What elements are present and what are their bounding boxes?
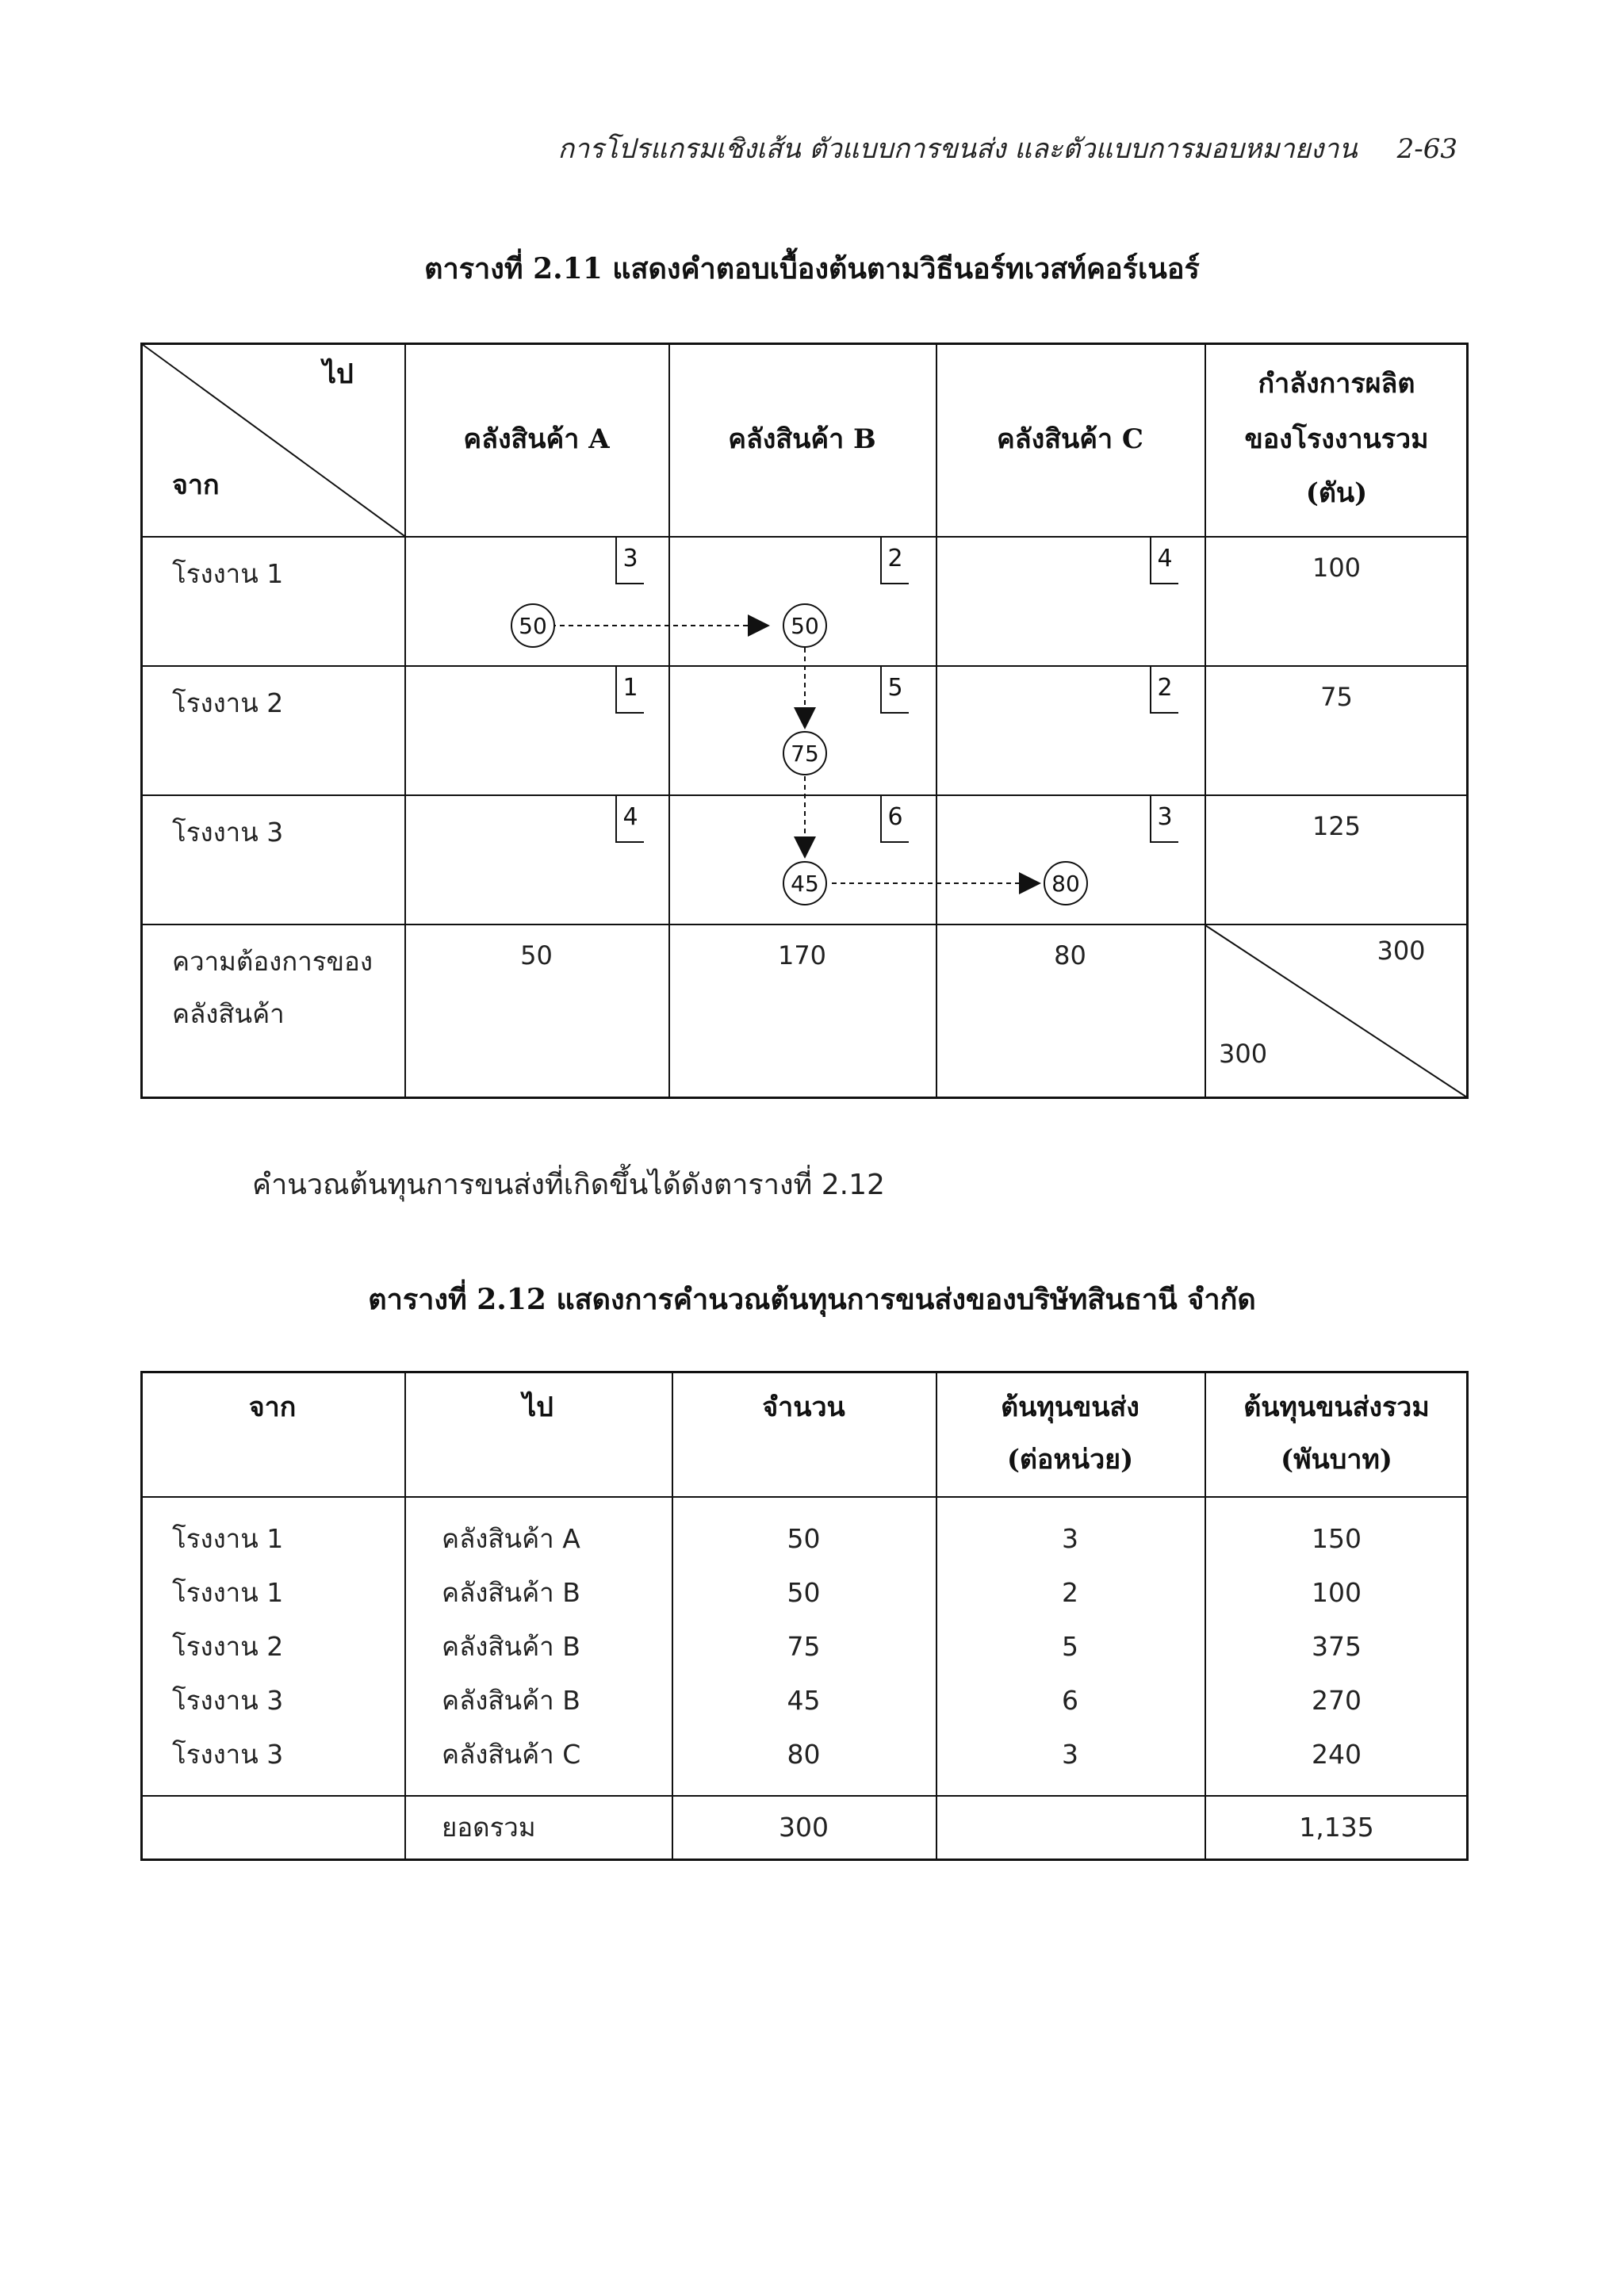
table-cell: 6 xyxy=(1062,1685,1078,1716)
corner-to-label: ไป xyxy=(323,358,354,390)
table-cell: คลังสินค้า B xyxy=(442,1577,580,1608)
capacity-value: 75 xyxy=(1320,682,1353,712)
row-label-plant-2: โรงงาน 2 xyxy=(172,687,284,718)
col-header-a: คลังสินค้า A xyxy=(463,423,610,455)
unit-cost-column xyxy=(936,1512,1205,1782)
table-cell: 2 xyxy=(1062,1577,1078,1608)
allocation-value: 80 xyxy=(1051,871,1080,897)
cost-box: 5 xyxy=(880,666,909,714)
allocation-value: 50 xyxy=(519,613,547,639)
capacity-value: 100 xyxy=(1312,553,1362,583)
running-header xyxy=(0,127,1457,170)
from-column xyxy=(172,1512,402,1782)
allocation-value: 50 xyxy=(791,613,819,639)
allocation-value: 75 xyxy=(791,741,819,767)
total-cost: 1,135 xyxy=(1299,1812,1374,1843)
table-cell: โรงงาน 1 xyxy=(172,1523,284,1554)
cost-box: 2 xyxy=(880,537,909,584)
page-number: 2-63 xyxy=(1396,133,1457,165)
demand-value: 170 xyxy=(777,940,827,970)
allocation-value: 45 xyxy=(791,871,819,897)
row-label-plant-3: โรงงาน 3 xyxy=(172,817,284,848)
table-cell: คลังสินค้า B xyxy=(442,1685,580,1716)
capacity-header-3: (ตัน) xyxy=(1305,477,1368,509)
cost-box: 3 xyxy=(615,537,644,584)
total-cost-column xyxy=(1205,1512,1469,1782)
to-column xyxy=(442,1512,672,1782)
table-cell: คลังสินค้า C xyxy=(442,1739,581,1770)
table-cell: 375 xyxy=(1312,1631,1362,1662)
cost-box: 2 xyxy=(1150,666,1178,714)
total-label: ยอดรวม xyxy=(442,1812,536,1843)
corner-from-label: จาก xyxy=(172,469,220,501)
table-cell: 80 xyxy=(787,1739,821,1770)
total-quantity: 300 xyxy=(779,1812,829,1843)
table-cell: 50 xyxy=(787,1577,821,1608)
table-cell: โรงงาน 3 xyxy=(172,1739,284,1770)
cost-box: 1 xyxy=(615,666,644,714)
table-cell: คลังสินค้า A xyxy=(442,1523,580,1554)
table-cell: 100 xyxy=(1312,1577,1362,1608)
total-demand: 300 xyxy=(1219,1039,1268,1069)
quantity-column xyxy=(672,1512,936,1782)
demand-value: 50 xyxy=(520,940,553,970)
header-to: ไป xyxy=(523,1391,553,1423)
transport-table-211 xyxy=(140,343,1469,1099)
table-cell: โรงงาน 3 xyxy=(172,1685,284,1716)
table-cell: 150 xyxy=(1312,1523,1362,1554)
header-quantity: จำนวน xyxy=(762,1391,845,1423)
cost-table-212 xyxy=(140,1371,1469,1861)
table-cell: โรงงาน 1 xyxy=(172,1577,284,1608)
col-header-b: คลังสินค้า B xyxy=(728,423,876,455)
capacity-header-1: กำลังการผลิต xyxy=(1258,368,1415,400)
table-211-caption: ตารางที่ 2.11 แสดงคำตอบเบื้องต้นตามวิธีนอร์ทเวสท์คอร์เนอร์ xyxy=(424,252,1200,285)
col-header-c: คลังสินค้า C xyxy=(997,423,1143,455)
table-212-caption: ตารางที่ 2.12 แสดงการคำนวณต้นทุนการขนส่งของบริษัทสินธานี จำกัด xyxy=(368,1283,1256,1316)
demand-label-1: ความต้องการของ xyxy=(172,946,373,977)
table-cell: 75 xyxy=(787,1631,821,1662)
cost-box: 3 xyxy=(1150,795,1178,843)
running-title: การโปรแกรมเชิงเส้น ตัวแบบการขนส่ง และตัวแบบการมอบหมายงาน xyxy=(557,133,1358,165)
cost-box: 4 xyxy=(615,795,644,843)
row-label-plant-1: โรงงาน 1 xyxy=(172,558,284,589)
table-cell: โรงงาน 2 xyxy=(172,1631,284,1662)
header-unit-cost-2: (ต่อหน่วย) xyxy=(1006,1444,1134,1476)
header-from: จาก xyxy=(248,1391,297,1423)
total-supply: 300 xyxy=(1377,936,1426,966)
body-paragraph: คำนวณต้นทุนการขนส่งที่เกิดขึ้นได้ดังตารางที่ 2.12 xyxy=(252,1169,885,1201)
header-total-cost-2: (พันบาท) xyxy=(1281,1444,1392,1476)
table-cell: 45 xyxy=(787,1685,821,1716)
capacity-value: 125 xyxy=(1312,811,1362,841)
capacity-header-2: ของโรงงานรวม xyxy=(1244,423,1429,455)
demand-label-2: คลังสินค้า xyxy=(172,998,285,1029)
cost-box: 4 xyxy=(1150,537,1178,584)
allocation-path xyxy=(140,343,1469,1099)
demand-value: 80 xyxy=(1054,940,1086,970)
table-cell: 270 xyxy=(1312,1685,1362,1716)
header-unit-cost-1: ต้นทุนขนส่ง xyxy=(1001,1391,1139,1423)
cost-box: 6 xyxy=(880,795,909,843)
table-cell: 50 xyxy=(787,1523,821,1554)
table-cell: 3 xyxy=(1062,1523,1078,1554)
table-cell: 240 xyxy=(1312,1739,1362,1770)
table-cell: คลังสินค้า B xyxy=(442,1631,580,1662)
header-total-cost-1: ต้นทุนขนส่งรวม xyxy=(1243,1391,1430,1423)
table-cell: 3 xyxy=(1062,1739,1078,1770)
table-cell: 5 xyxy=(1062,1631,1078,1662)
